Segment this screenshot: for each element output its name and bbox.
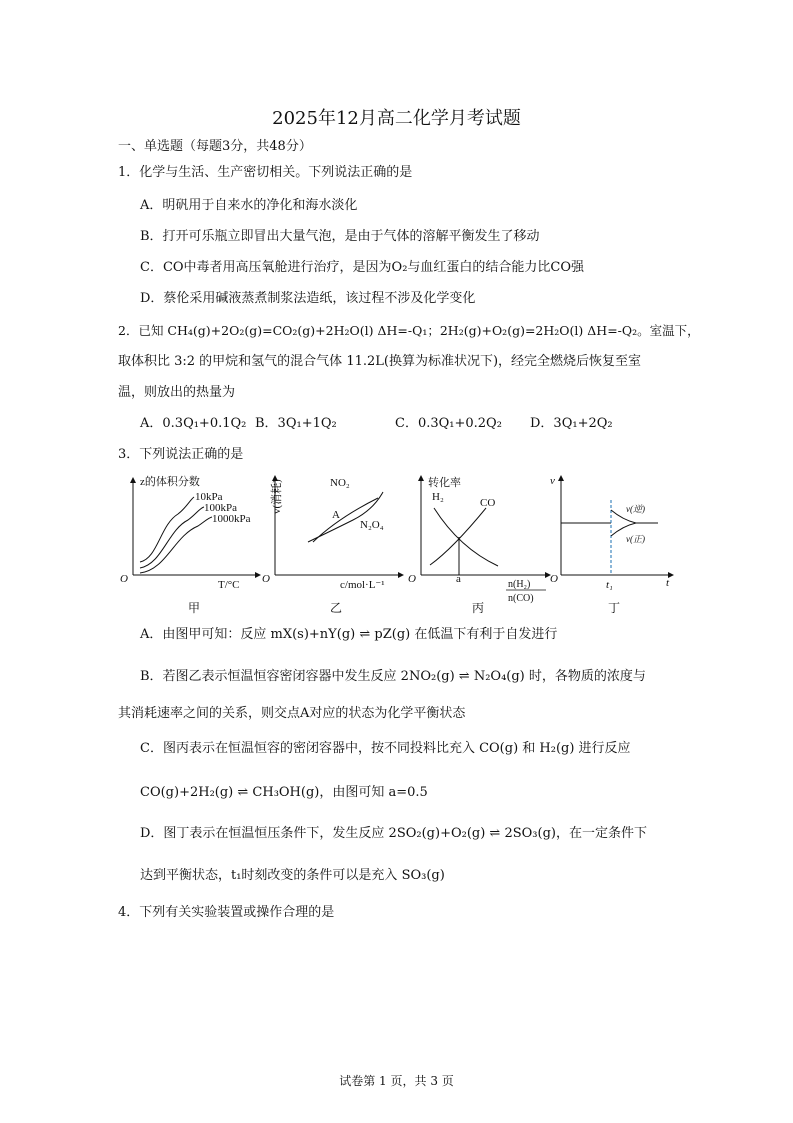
bing-point-a: a xyxy=(456,573,461,585)
bing-caption: 丙 xyxy=(472,601,485,615)
yi-xlabel: c/mol·L⁻¹ xyxy=(340,579,385,591)
jia-curve-label-1: 10kPa xyxy=(195,491,223,503)
q3-option-b-line2: 其消耗速率之间的关系，则交点A对应的状态为化学平衡状态 xyxy=(118,706,466,721)
jia-origin: O xyxy=(120,573,128,585)
bing-origin: O xyxy=(408,573,416,585)
q2-option-b: B．3Q₁+1Q₂ xyxy=(255,416,337,431)
page-footer: 试卷第 1 页，共 3 页 xyxy=(339,1074,454,1088)
q3-option-c-line2: CO(g)+2H₂(g) ⇌ CH₃OH(g)，由图可知 a=0.5 xyxy=(140,785,428,800)
ding-tick-t1: t₁ xyxy=(606,579,613,591)
bing-curve-label-h2: H₂ xyxy=(432,491,444,503)
q3-option-a: A．由图甲可知：反应 mX(s)+nY(g) ⇌ pZ(g) 在低温下有利于自发进行 xyxy=(140,627,558,642)
section-heading: 一、单选题（每题3分，共48分） xyxy=(118,139,312,154)
q3-option-c-line1: C．图丙表示在恒温恒容的密闭容器中，按不同投料比充入 CO(g) 和 H₂(g) 进行反应 xyxy=(140,741,631,756)
yi-ylabel: v(消耗) xyxy=(271,479,283,514)
q1-option-d: D．蔡伦采用碱液蒸煮制浆法造纸，该过程不涉及化学变化 xyxy=(140,291,476,306)
bing-curve-h2 xyxy=(434,508,498,566)
jia-curve-label-2: 100kPa xyxy=(204,502,237,514)
jia-xlabel: T/°C xyxy=(218,579,240,591)
q3-option-d-line2: 达到平衡状态，t₁时刻改变的条件可以是充入 SO₃(g) xyxy=(140,868,445,883)
yi-caption: 乙 xyxy=(330,601,343,615)
ding-origin: O xyxy=(550,573,558,585)
figure-jia xyxy=(120,474,260,615)
jia-curve-1000kpa xyxy=(140,517,212,573)
q2-option-a: A．0.3Q₁+0.1Q₂ xyxy=(140,416,247,431)
q2-option-d: D．3Q₁+2Q₂ xyxy=(530,416,613,431)
bing-xlabel-num: n(H₂) xyxy=(508,579,531,590)
q2-line2: 取体积比 3:2 的甲烷和氢气的混合气体 11.2L(换算为标准状况下)，经完全燃烧后恢复至室 xyxy=(118,354,642,369)
jia-curve-10kpa xyxy=(140,497,194,562)
figure-ding xyxy=(550,475,673,615)
jia-ylabel: z的体积分数 xyxy=(140,476,200,488)
q2-line1: 2．已知 CH₄(g)+2O₂(g)=CO₂(g)+2H₂O(l) ΔH=-Q₁；2H₂(g)+O₂(g)=2H₂O(l) ΔH=-Q₂。室温下， xyxy=(118,323,700,338)
ding-xlabel: t xyxy=(666,577,670,589)
figure-bing xyxy=(408,475,550,615)
jia-curve-100kpa xyxy=(140,507,204,568)
ding-caption: 丁 xyxy=(608,601,621,615)
ding-curve-label-vni: v(逆) xyxy=(626,504,645,514)
figure-yi xyxy=(262,476,403,615)
q2-option-c: C．0.3Q₁+0.2Q₂ xyxy=(395,416,502,431)
bing-curve-label-co: CO xyxy=(480,497,496,509)
bing-curve-co xyxy=(430,508,486,565)
bing-xlabel-den: n(CO) xyxy=(508,593,534,604)
jia-caption: 甲 xyxy=(188,601,201,615)
page-title: 2025年12月高二化学月考试题 xyxy=(272,108,521,129)
q3-figures xyxy=(118,470,678,618)
q1-option-c: C．CO中毒者用高压氧舱进行治疗，是因为O₂与血红蛋白的结合能力比CO强 xyxy=(140,260,585,275)
q4-stem: 4．下列有关实验装置或操作合理的是 xyxy=(118,905,335,920)
q3-option-b-line1: B．若图乙表示恒温恒容密闭容器中发生反应 2NO₂(g) ⇌ N₂O₄(g) 时，各物质的浓度与 xyxy=(140,669,646,684)
q1-option-b: B．打开可乐瓶立即冒出大量气泡，是由于气体的溶解平衡发生了移动 xyxy=(140,229,540,244)
jia-curve-label-3: 1000kPa xyxy=(212,513,251,525)
yi-origin: O xyxy=(262,573,270,585)
ding-curve-label-vzheng: v(正) xyxy=(626,534,645,544)
q2-line3: 温，则放出的热量为 xyxy=(118,385,236,400)
yi-curve-label-n2o4: N₂O₄ xyxy=(360,519,384,531)
yi-point-a: A xyxy=(332,509,340,521)
q1-option-a: A．明矾用于自来水的净化和海水淡化 xyxy=(140,198,358,213)
q3-stem: 3．下列说法正确的是 xyxy=(118,447,244,462)
bing-ylabel: 转化率 xyxy=(428,477,461,489)
q3-option-d-line1: D．图丁表示在恒温恒压条件下，发生反应 2SO₂(g)+O₂(g) ⇌ 2SO₃(g)，在一定条件下 xyxy=(140,826,647,841)
ding-ylabel: v xyxy=(550,475,555,487)
q1-stem: 1．化学与生活、生产密切相关。下列说法正确的是 xyxy=(118,165,413,180)
yi-curve-label-no2: NO₂ xyxy=(330,477,350,489)
